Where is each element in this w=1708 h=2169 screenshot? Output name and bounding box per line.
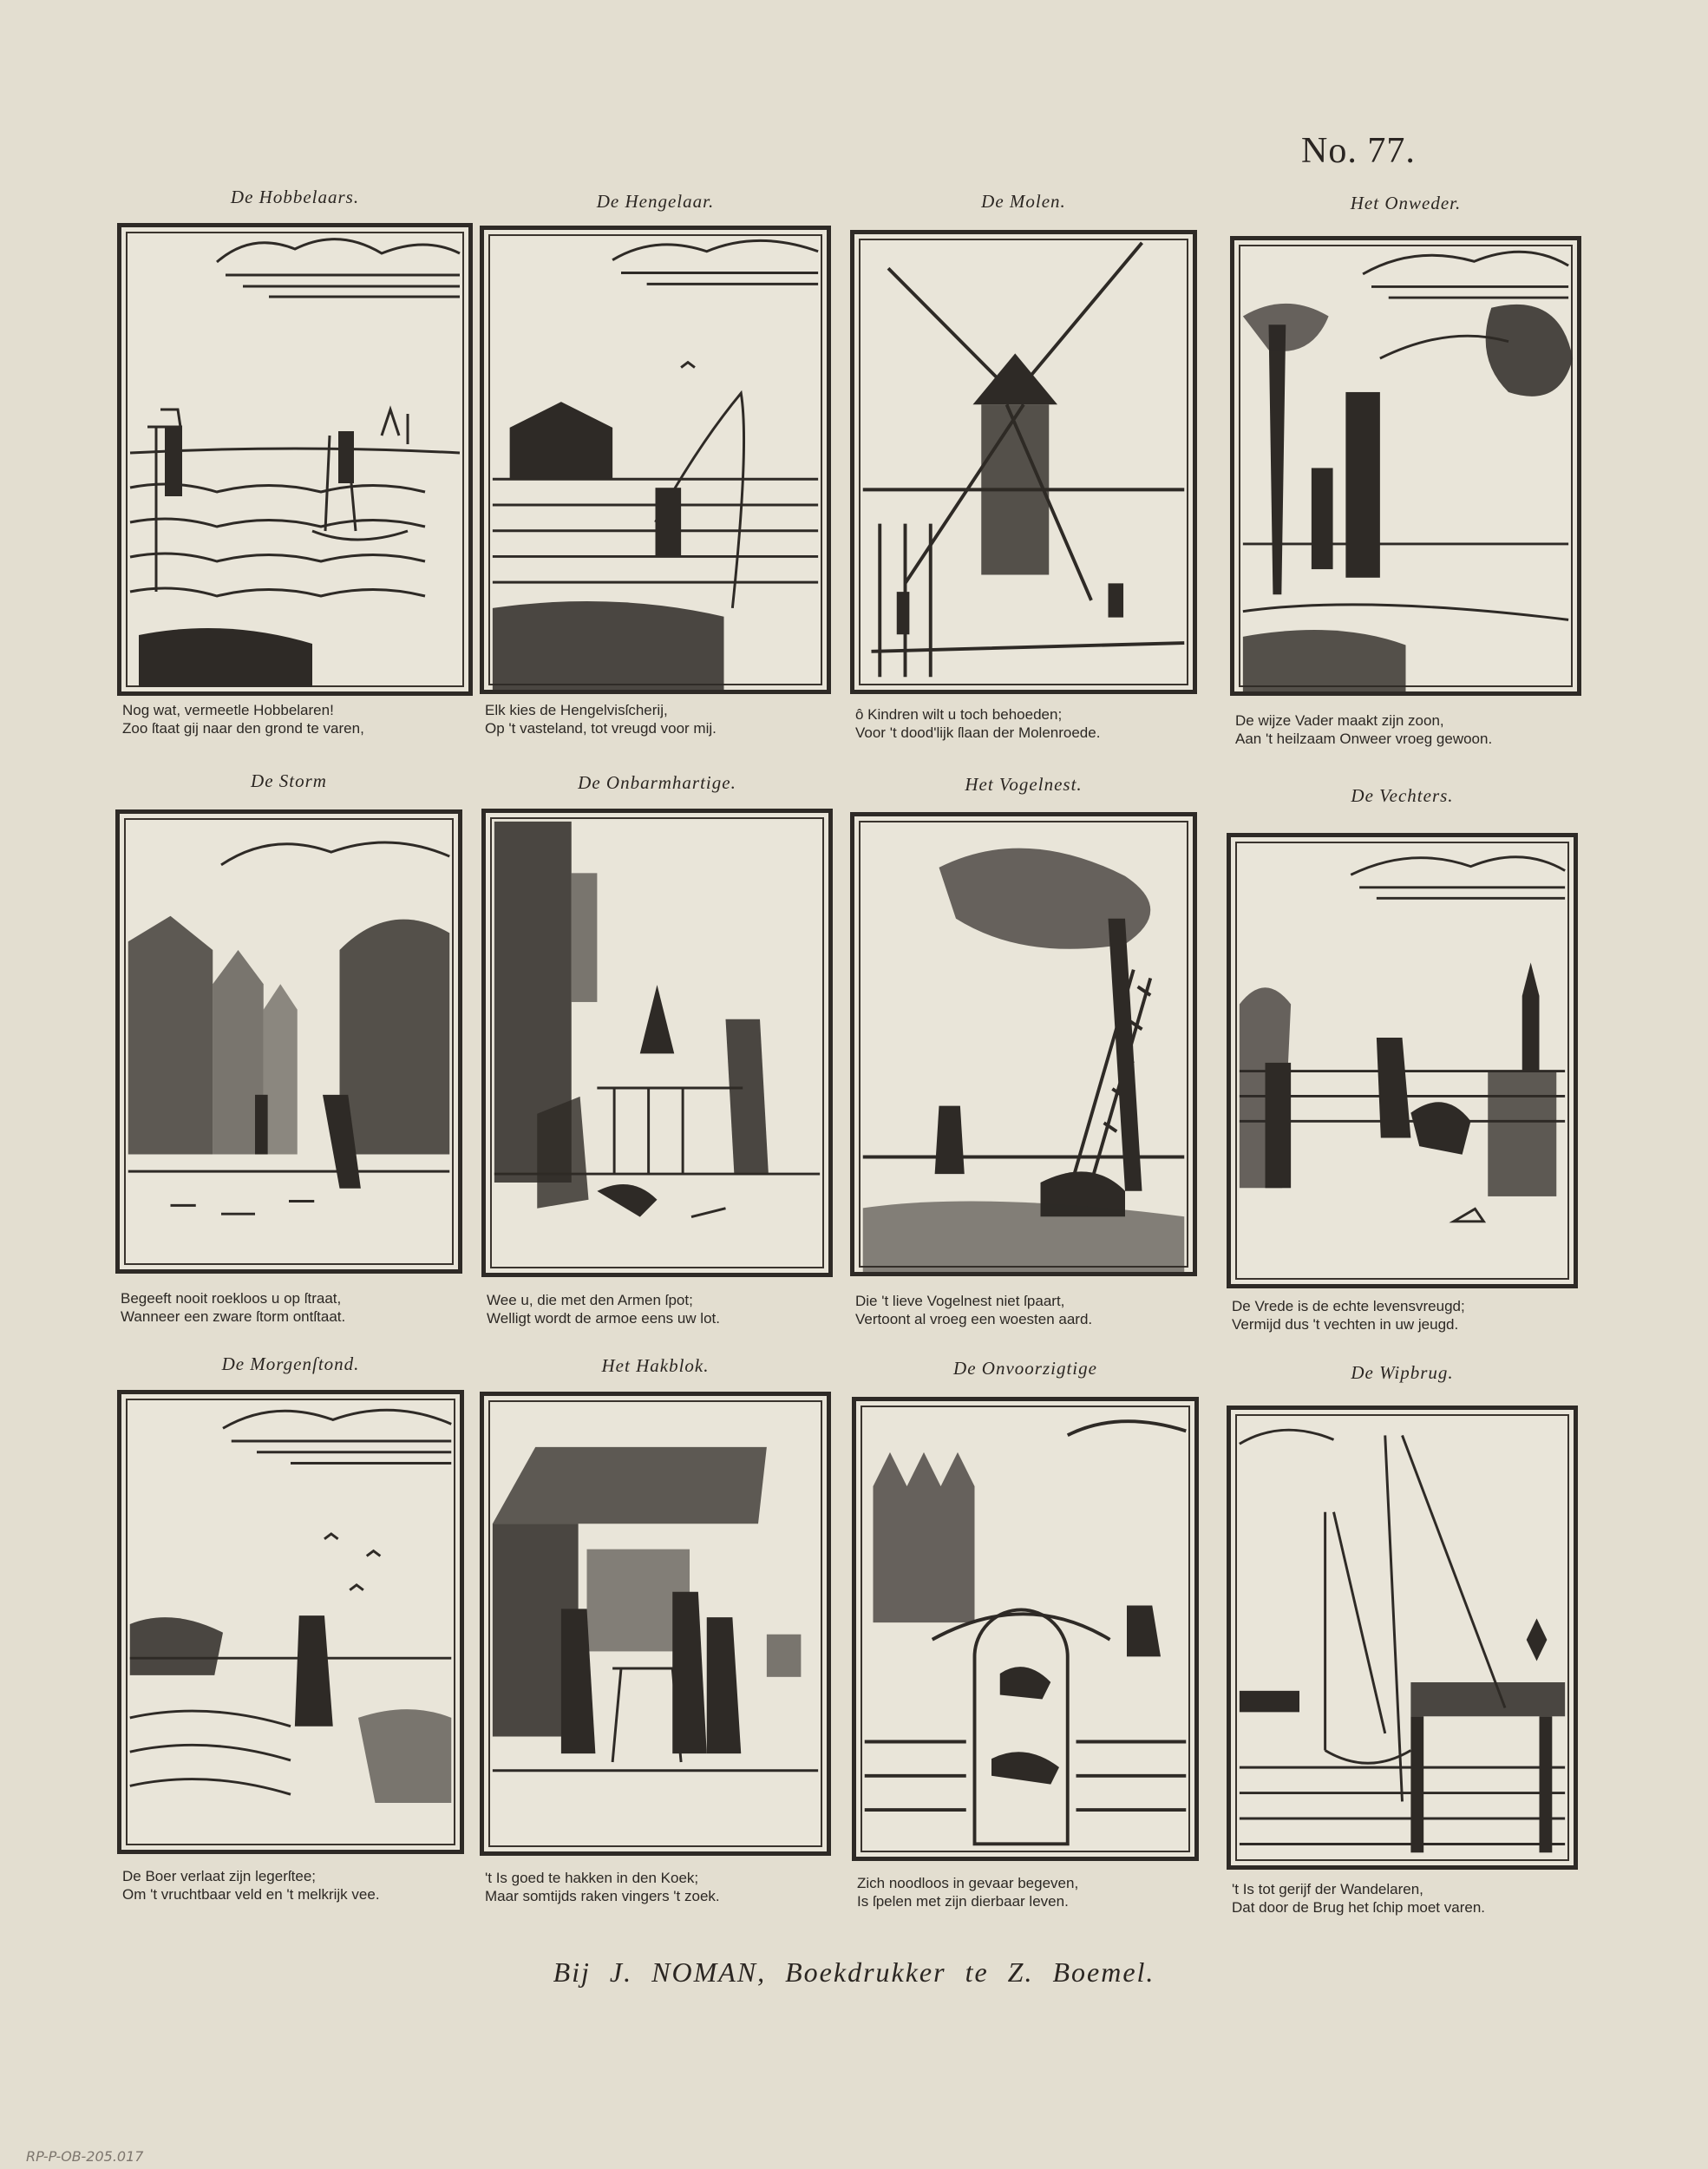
- woodcut-image: [1227, 1406, 1578, 1870]
- panel-verse: [1235, 711, 1633, 748]
- panel-3: [850, 191, 1197, 755]
- verse-line: Maar somtijds raken vingers 't zoek.: [485, 1888, 720, 1904]
- panel-verse: [1232, 1297, 1630, 1334]
- panel-title: De Molen.: [981, 191, 1066, 212]
- panel-verse: [855, 1292, 1249, 1328]
- woodcut-image: [1230, 236, 1581, 696]
- panel-verse: [122, 1867, 516, 1904]
- panel-10: [480, 1355, 831, 1919]
- woodcut-image: [117, 223, 473, 696]
- panel-title: De Morgenſtond.: [221, 1353, 360, 1374]
- woodcut-image: [480, 1392, 831, 1856]
- verse-line: Aan 't heilzaam Onweer vroeg gewoon.: [1235, 731, 1493, 747]
- panel-title: De Hobbelaars.: [230, 187, 360, 207]
- verse-line: Vermijd dus 't vechten in uw jeugd.: [1232, 1316, 1459, 1333]
- panel-title: De Onvoorzigtige: [953, 1358, 1097, 1379]
- verse-line: Is ſpelen met zijn dierbaar leven.: [857, 1893, 1069, 1910]
- woodcut-image: [852, 1397, 1199, 1861]
- verse-line: Op 't vasteland, tot vreugd voor mij.: [485, 720, 717, 737]
- panel-verse: [1232, 1880, 1630, 1917]
- verse-line: 't Is tot gerijf der Wandelaren,: [1232, 1881, 1423, 1897]
- verse-line: Nog wat, vermeetle Hobbelaren!: [122, 702, 334, 718]
- verse-line: Elk kies de Hengelvisſcherij,: [485, 702, 668, 718]
- panel-6: [481, 772, 833, 1336]
- panel-4: [1230, 193, 1581, 757]
- verse-line: Dat door de Brug het ſchip moet varen.: [1232, 1899, 1485, 1916]
- verse-line: Vertoont al vroeg een woesten aard.: [855, 1311, 1093, 1327]
- sheet-number: No. 77.: [1301, 131, 1416, 171]
- verse-line: Zoo ſtaat gij naar den grond te varen,: [122, 720, 364, 737]
- panel-verse: [121, 1289, 514, 1326]
- panel-verse: [485, 1869, 883, 1905]
- verse-line: 't Is goed te hakken in den Koek;: [485, 1870, 699, 1886]
- inventory-number: RP-P-OB-205.017: [26, 2148, 144, 2165]
- woodcut-image: [115, 809, 462, 1274]
- panel-12: [1227, 1362, 1578, 1926]
- verse-line: Die 't lieve Vogelnest niet ſpaart,: [855, 1293, 1065, 1309]
- panel-7: [850, 774, 1197, 1338]
- woodcut-image: [481, 809, 833, 1277]
- panel-2: [480, 191, 831, 755]
- verse-line: ô Kindren wilt u toch behoeden;: [855, 706, 1063, 723]
- panel-title: Het Hakblok.: [601, 1355, 710, 1376]
- panel-title: Het Vogelnest.: [965, 774, 1083, 795]
- verse-line: Zich noodloos in gevaar begeven,: [857, 1875, 1079, 1891]
- panel-verse: [855, 705, 1249, 742]
- panel-11: [852, 1358, 1199, 1922]
- verse-line: Voor 't dood'lijk ſlaan der Molenroede.: [855, 724, 1101, 741]
- panel-title: De Storm: [251, 770, 327, 791]
- verse-line: De Vrede is de echte levensvreugd;: [1232, 1298, 1465, 1314]
- verse-line: De Boer verlaat zijn legerſtee;: [122, 1868, 317, 1884]
- woodcut-image: [1227, 833, 1578, 1288]
- woodcut-image: [850, 230, 1197, 694]
- panel-title: De Hengelaar.: [596, 191, 715, 212]
- panel-verse: [857, 1874, 1251, 1910]
- woodcut-image: [480, 226, 831, 694]
- woodcut-image: [850, 812, 1197, 1276]
- panel-1: [117, 187, 473, 750]
- panel-title: De Onbarmhartige.: [578, 772, 736, 793]
- panel-verse: [122, 701, 525, 737]
- panel-title: De Wipbrug.: [1351, 1362, 1454, 1383]
- verse-line: Om 't vruchtbaar veld en 't melkrijk vee.: [122, 1886, 380, 1903]
- verse-line: De wijze Vader maakt zijn zoon,: [1235, 712, 1444, 729]
- verse-line: Welligt wordt de armoe eens uw lot.: [487, 1310, 720, 1327]
- printer-imprint: Bij J. NOMAN, Boekdrukker te Z. Boemel.: [553, 1956, 1155, 1988]
- panel-verse: [485, 701, 883, 737]
- panel-title: De Vechters.: [1351, 785, 1454, 806]
- verse-line: Wee u, die met den Armen ſpot;: [487, 1292, 693, 1308]
- verse-line: Wanneer een zware ſtorm ontſtaat.: [121, 1308, 346, 1325]
- panel-9: [117, 1353, 464, 1917]
- woodcut-image: [117, 1390, 464, 1854]
- panel-verse: [487, 1291, 885, 1327]
- verse-line: Begeeft nooit roekloos u op ſtraat,: [121, 1290, 342, 1307]
- panel-5: [115, 770, 462, 1334]
- panel-title: Het Onweder.: [1350, 193, 1462, 213]
- panel-8: [1227, 785, 1578, 1349]
